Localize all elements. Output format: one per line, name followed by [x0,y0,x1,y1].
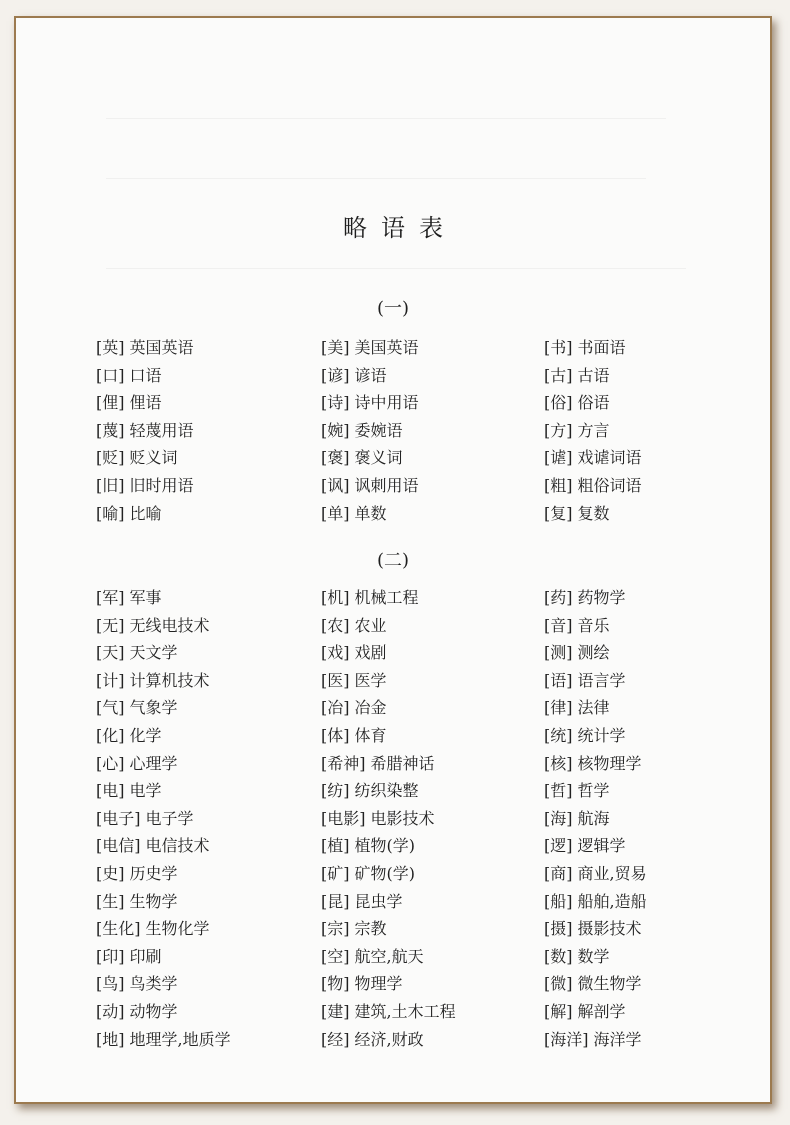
abbreviation-meaning: 物理学 [354,974,403,994]
abbreviation-meaning: 旧时用语 [129,475,194,495]
abbreviation-code: [史] [96,863,125,883]
abbreviation-entry [544,334,626,362]
abbreviation-code: [婉] [321,420,350,440]
abbreviation-entry [321,667,387,695]
table-row [96,832,736,860]
abbreviation-meaning: 方言 [577,420,610,440]
abbreviation-meaning: 解剖学 [577,1001,626,1021]
abbreviation-code: [生化] [96,919,141,939]
abbreviation-code: [美] [321,338,350,357]
abbreviation-meaning: 医学 [354,670,387,690]
abbreviation-entry [96,998,178,1026]
abbreviation-meaning: 测绘 [577,643,610,663]
abbreviation-entry [544,970,642,998]
abbreviation-entry [321,860,415,888]
abbreviation-entry [96,694,178,722]
abbreviation-entry [96,417,194,445]
abbreviation-meaning: 核物理学 [577,753,642,773]
table-row [96,722,736,750]
abbreviation-code: [微] [544,974,573,994]
abbreviation-entry [544,612,610,640]
abbreviation-entry [321,334,419,362]
abbreviation-meaning: 摄影技术 [577,919,642,939]
abbreviation-code: [讽] [321,475,350,495]
abbreviation-code: [体] [321,725,350,745]
abbreviation-code: [俗] [544,393,573,413]
abbreviation-code: [地] [96,1029,125,1049]
abbreviation-code: [海洋] [544,1029,589,1049]
abbreviation-code: [粗] [544,475,573,495]
abbreviation-code: [军] [96,588,125,607]
abbreviation-entry [321,584,419,612]
abbreviation-entry [96,750,178,778]
table-row [96,1026,736,1054]
table-row [96,584,736,612]
abbreviation-code: [谚] [321,365,350,385]
abbreviation-meaning: 地理学,地质学 [129,1029,231,1049]
table-row [96,805,736,833]
abbreviation-entry [321,444,403,472]
abbreviation-entry [321,417,403,445]
abbreviation-code: [化] [96,725,125,745]
abbreviation-meaning: 无线电技术 [129,615,210,635]
abbreviation-code: [纺] [321,781,350,801]
abbreviation-entry [544,832,626,860]
abbreviation-meaning: 数学 [577,946,610,966]
abbreviation-entry [544,805,610,833]
abbreviation-table-1 [96,334,736,527]
abbreviation-meaning: 微生物学 [577,974,642,994]
abbreviation-code: [医] [321,670,350,690]
abbreviation-code: [矿] [321,863,350,883]
abbreviation-meaning: 音乐 [577,615,610,635]
abbreviation-entry [96,860,178,888]
abbreviation-code: [褒] [321,448,350,468]
abbreviation-entry [544,943,610,971]
table-row [96,860,736,888]
abbreviation-meaning: 纺织染整 [354,781,419,801]
abbreviation-meaning: 哲学 [577,781,610,801]
abbreviation-entry [321,888,403,916]
abbreviation-code: [音] [544,615,573,635]
abbreviation-meaning: 戏剧 [354,643,387,663]
abbreviation-entry [321,500,387,528]
abbreviation-code: [药] [544,588,573,607]
abbreviation-meaning: 鸟类学 [129,974,178,994]
abbreviation-code: [鸟] [96,974,125,994]
abbreviation-code: [数] [544,946,573,966]
table-row [96,612,736,640]
abbreviation-code: [谑] [544,448,573,468]
abbreviation-code: [船] [544,891,573,911]
abbreviation-code: [蔑] [96,420,125,440]
abbreviation-entry [96,915,210,943]
abbreviation-entry [321,1026,424,1054]
abbreviation-meaning: 褒义词 [354,448,403,468]
table-row [96,694,736,722]
abbreviation-meaning: 海洋学 [593,1029,642,1049]
abbreviation-entry [544,998,626,1026]
abbreviation-meaning: 经济,财政 [354,1029,424,1049]
abbreviation-meaning: 天文学 [129,643,178,663]
abbreviation-code: [统] [544,725,573,745]
abbreviation-entry [321,362,387,390]
abbreviation-code: [语] [544,670,573,690]
document-page [14,16,772,1104]
abbreviation-code: [冶] [321,698,350,718]
abbreviation-meaning: 历史学 [129,863,178,883]
section-heading-1: (一) [376,298,410,319]
abbreviation-code: [贬] [96,448,125,468]
table-row [96,750,736,778]
abbreviation-meaning: 印刷 [129,946,162,966]
abbreviation-entry [544,694,610,722]
abbreviation-entry [544,417,610,445]
abbreviation-code: [方] [544,420,573,440]
abbreviation-entry [321,998,456,1026]
abbreviation-entry [321,943,424,971]
abbreviation-code: [俚] [96,393,125,413]
abbreviation-code: [诗] [321,393,350,413]
abbreviation-entry [96,444,178,472]
abbreviation-meaning: 昆虫学 [354,891,403,911]
abbreviation-code: [印] [96,946,125,966]
table-row [96,915,736,943]
abbreviation-meaning: 口语 [129,365,162,385]
abbreviation-code: [气] [96,698,125,718]
abbreviation-entry [544,667,626,695]
abbreviation-entry [96,472,194,500]
abbreviation-entry [321,805,435,833]
abbreviation-code: [经] [321,1029,350,1049]
table-row [96,334,736,362]
abbreviation-code: [无] [96,615,125,635]
abbreviation-entry [544,500,610,528]
abbreviation-code: [动] [96,1001,125,1021]
abbreviation-meaning: 建筑,土木工程 [354,1001,456,1021]
abbreviation-meaning: 诗中用语 [354,393,419,413]
abbreviation-code: [哲] [544,781,573,801]
abbreviation-code: [心] [96,753,125,773]
abbreviation-entry [96,584,162,612]
abbreviation-entry [321,639,387,667]
abbreviation-meaning: 植物(学) [354,836,415,856]
abbreviation-table-2 [96,584,736,1053]
abbreviation-meaning: 贬义词 [129,448,178,468]
abbreviation-meaning: 机械工程 [354,588,419,607]
abbreviation-code: [核] [544,753,573,773]
abbreviation-code: [摄] [544,919,573,939]
abbreviation-code: [电信] [96,836,141,856]
table-row [96,500,736,528]
abbreviation-meaning: 电影技术 [370,808,435,828]
abbreviation-meaning: 心理学 [129,753,178,773]
table-row [96,777,736,805]
abbreviation-meaning: 军事 [129,588,162,607]
abbreviation-entry [321,694,387,722]
table-row [96,444,736,472]
section-heading-2: (二) [376,550,410,571]
abbreviation-code: [书] [544,338,573,357]
abbreviation-entry [96,1026,231,1054]
abbreviation-meaning: 讽刺用语 [354,475,419,495]
abbreviation-entry [321,915,387,943]
abbreviation-code: [律] [544,698,573,718]
abbreviation-entry [96,777,162,805]
abbreviation-code: [测] [544,643,573,663]
abbreviation-meaning: 航空,航天 [354,946,424,966]
abbreviation-entry [96,500,162,528]
table-row [96,998,736,1026]
abbreviation-entry [544,584,626,612]
abbreviation-entry [544,1026,642,1054]
abbreviation-entry [544,722,626,750]
table-row [96,639,736,667]
abbreviation-meaning: 逻辑学 [577,836,626,856]
abbreviation-meaning: 生物化学 [145,919,210,939]
abbreviation-entry [96,334,194,362]
abbreviation-meaning: 体育 [354,725,387,745]
abbreviation-code: [物] [321,974,350,994]
abbreviation-entry [96,639,178,667]
abbreviation-code: [昆] [321,891,350,911]
abbreviation-entry [321,750,435,778]
abbreviation-entry [321,722,387,750]
abbreviation-code: [计] [96,670,125,690]
abbreviation-code: [单] [321,503,350,523]
abbreviation-entry [544,777,610,805]
abbreviation-entry [96,612,210,640]
abbreviation-code: [口] [96,365,125,385]
abbreviation-meaning: 船舶,造船 [577,891,647,911]
abbreviation-entry [544,639,610,667]
abbreviation-code: [机] [321,588,350,607]
abbreviation-meaning: 气象学 [129,698,178,718]
abbreviation-meaning: 戏谑词语 [577,448,642,468]
table-row [96,417,736,445]
abbreviation-meaning: 书面语 [577,338,626,357]
abbreviation-entry [96,722,162,750]
abbreviation-code: [空] [321,946,350,966]
abbreviation-code: [植] [321,836,350,856]
table-row [96,943,736,971]
abbreviation-entry [544,389,610,417]
abbreviation-code: [复] [544,503,573,523]
page-title: 略语表 [343,214,457,242]
abbreviation-meaning: 比喻 [129,503,162,523]
abbreviation-meaning: 宗教 [354,919,387,939]
abbreviation-code: [电子] [96,808,141,828]
abbreviation-code: [电] [96,781,125,801]
abbreviation-entry [96,943,162,971]
abbreviation-meaning: 俚语 [129,393,162,413]
abbreviation-code: [天] [96,643,125,663]
abbreviation-entry [321,777,419,805]
table-row [96,472,736,500]
abbreviation-entry [96,389,162,417]
abbreviation-entry [544,888,647,916]
abbreviation-meaning: 委婉语 [354,420,403,440]
abbreviation-meaning: 轻蔑用语 [129,420,194,440]
abbreviation-meaning: 法律 [577,698,610,718]
abbreviation-meaning: 航海 [577,808,610,828]
abbreviation-entry [544,444,642,472]
abbreviation-meaning: 电信技术 [145,836,210,856]
abbreviation-entry [96,362,162,390]
table-row [96,362,736,390]
abbreviation-entry [321,612,387,640]
abbreviation-entry [96,970,178,998]
abbreviation-entry [321,832,415,860]
table-row [96,970,736,998]
abbreviation-entry [321,389,419,417]
abbreviation-code: [电影] [321,808,366,828]
abbreviation-meaning: 生物学 [129,891,178,911]
abbreviation-entry [544,915,642,943]
abbreviation-entry [544,750,642,778]
abbreviation-code: [海] [544,808,573,828]
abbreviation-meaning: 矿物(学) [354,863,415,883]
abbreviation-meaning: 药物学 [577,588,626,607]
abbreviation-entry [321,970,403,998]
abbreviation-meaning: 粗俗词语 [577,475,642,495]
abbreviation-entry [321,472,419,500]
abbreviation-meaning: 化学 [129,725,162,745]
abbreviation-code: [戏] [321,643,350,663]
abbreviation-meaning: 冶金 [354,698,387,718]
abbreviation-code: [希神] [321,753,366,773]
abbreviation-entry [544,860,647,888]
abbreviation-meaning: 动物学 [129,1001,178,1021]
abbreviation-entry [96,832,210,860]
abbreviation-code: [农] [321,615,350,635]
abbreviation-code: [生] [96,891,125,911]
abbreviation-entry [544,362,610,390]
abbreviation-entry [96,888,178,916]
abbreviation-meaning: 统计学 [577,725,626,745]
table-row [96,389,736,417]
abbreviation-meaning: 复数 [577,503,610,523]
abbreviation-meaning: 商业,贸易 [577,863,647,883]
abbreviation-meaning: 英国英语 [129,338,194,357]
abbreviation-code: [古] [544,365,573,385]
abbreviation-meaning: 语言学 [577,670,626,690]
abbreviation-code: [建] [321,1001,350,1021]
abbreviation-meaning: 电学 [129,781,162,801]
abbreviation-code: [喻] [96,503,125,523]
abbreviation-meaning: 谚语 [354,365,387,385]
abbreviation-code: [宗] [321,919,350,939]
abbreviation-entry [96,667,210,695]
abbreviation-meaning: 古语 [577,365,610,385]
abbreviation-meaning: 希腊神话 [370,753,435,773]
abbreviation-entry [96,805,194,833]
table-row [96,888,736,916]
abbreviation-meaning: 电子学 [145,808,194,828]
abbreviation-meaning: 单数 [354,503,387,523]
abbreviation-meaning: 计算机技术 [129,670,210,690]
abbreviation-meaning: 农业 [354,615,387,635]
abbreviation-meaning: 美国英语 [354,338,419,357]
abbreviation-code: [旧] [96,475,125,495]
abbreviation-code: [商] [544,863,573,883]
abbreviation-code: [英] [96,338,125,357]
abbreviation-code: [逻] [544,836,573,856]
abbreviation-meaning: 俗语 [577,393,610,413]
abbreviation-entry [544,472,642,500]
table-row [96,667,736,695]
abbreviation-code: [解] [544,1001,573,1021]
